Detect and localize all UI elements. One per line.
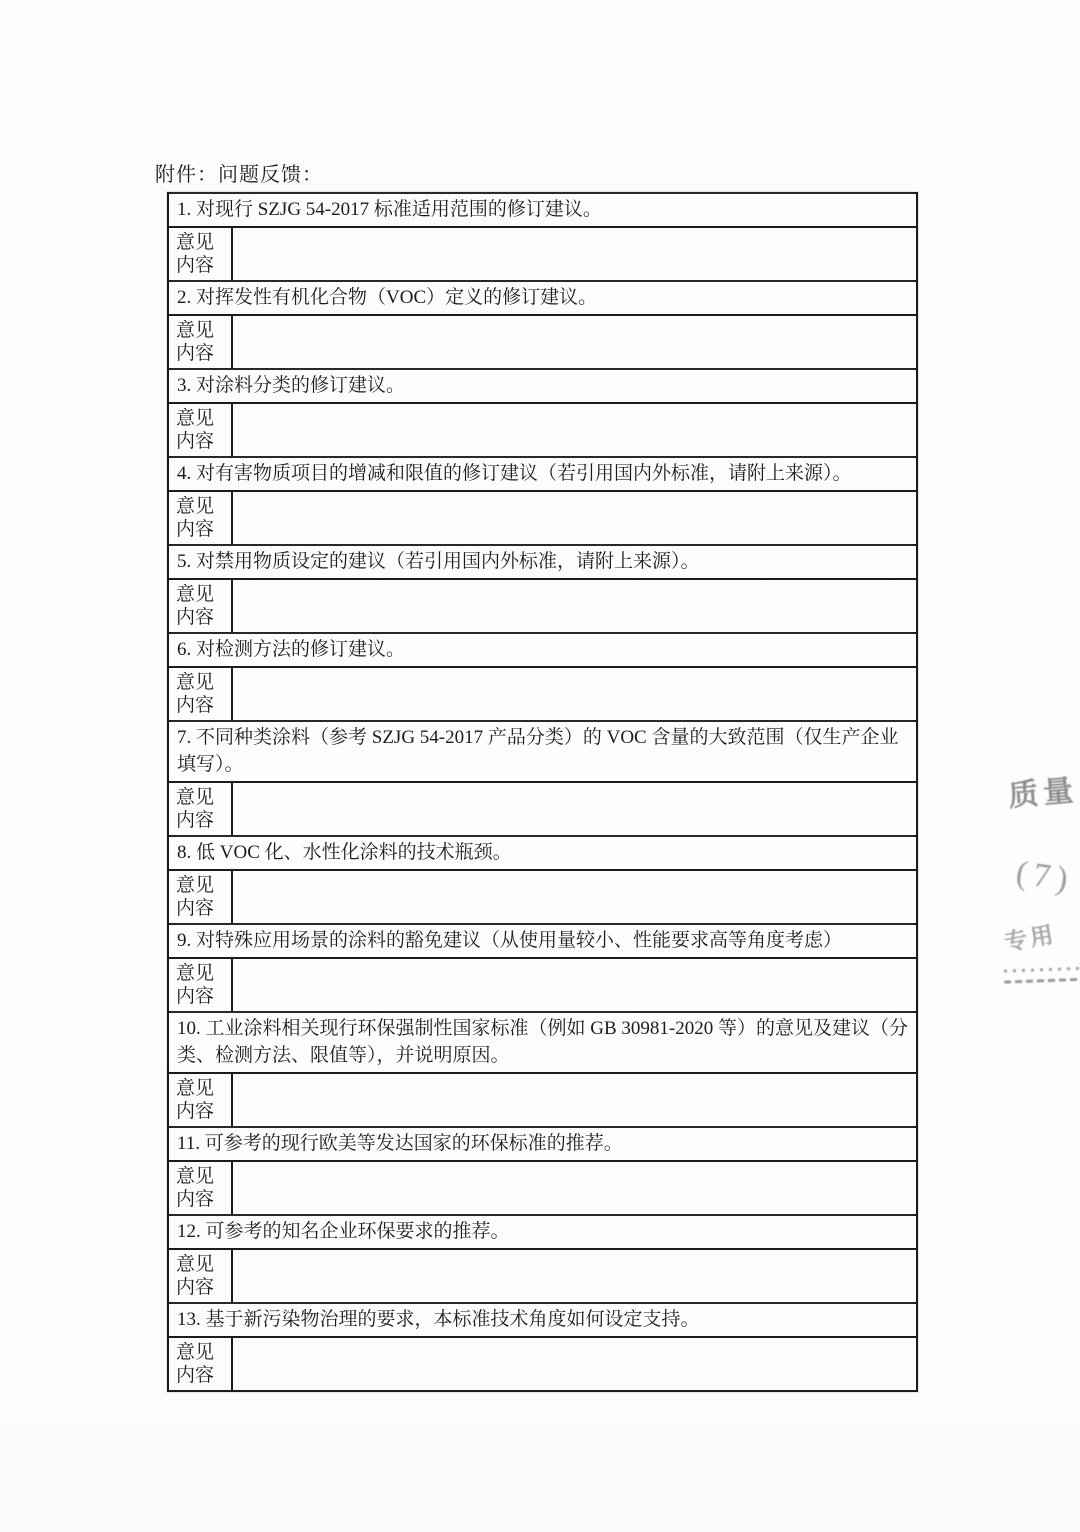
question-text: 7. 不同种类涂料（参考 SZJG 54-2017 产品分类）的 VOC 含量的大致范围（仅生产企业填写）。	[177, 727, 899, 775]
opinion-label-line2: 内容	[176, 986, 215, 1007]
opinion-content-cell	[233, 228, 916, 280]
opinion-label-line2: 内容	[176, 1277, 215, 1298]
question-text: 12. 可参考的知名企业环保要求的推荐。	[177, 1221, 510, 1242]
opinion-label-line2: 内容	[176, 1365, 215, 1386]
opinion-row-3	[169, 404, 916, 458]
opinion-label-line2: 内容	[176, 255, 215, 276]
question-text: 13. 基于新污染物治理的要求，本标准技术角度如何设定支持。	[177, 1309, 700, 1330]
opinion-content-cell	[233, 1250, 916, 1302]
question-row-5	[169, 546, 916, 580]
opinion-label-cell	[169, 783, 233, 835]
opinion-label-cell	[169, 492, 233, 544]
opinion-label-line1: 意见	[176, 496, 215, 517]
opinion-label-line1: 意见	[176, 875, 215, 896]
opinion-label-cell	[169, 404, 233, 456]
opinion-row-9	[169, 959, 916, 1013]
opinion-content-cell	[233, 580, 916, 632]
question-text: 5. 对禁用物质设定的建议（若引用国内外标准，请附上来源）。	[177, 551, 700, 572]
question-text: 10. 工业涂料相关现行环保强制性国家标准（例如 GB 30981-2020 等）的意见及建议（分类、检测方法、限值等），并说明原因。	[177, 1018, 908, 1066]
opinion-label-line2: 内容	[176, 519, 215, 540]
question-row-2	[169, 282, 916, 316]
opinion-content-cell	[233, 492, 916, 544]
opinion-label-line1: 意见	[176, 672, 215, 693]
question-row-11	[169, 1128, 916, 1162]
opinion-label-line2: 内容	[176, 431, 215, 452]
opinion-label-cell	[169, 1250, 233, 1302]
stamp-text-line: 质量	[1007, 773, 1080, 813]
question-row-9	[169, 925, 916, 959]
opinion-row-5	[169, 580, 916, 634]
question-text: 8. 低 VOC 化、水性化涂料的技术瓶颈。	[177, 842, 512, 863]
question-row-7	[169, 722, 916, 783]
opinion-content-cell	[233, 1338, 916, 1390]
opinion-content-cell	[233, 1074, 916, 1126]
opinion-row-12	[169, 1250, 916, 1304]
question-text: 4. 对有害物质项目的增减和限值的修订建议（若引用国内外标准，请附上来源）。	[177, 463, 852, 484]
opinion-content-cell	[233, 404, 916, 456]
opinion-row-10	[169, 1074, 916, 1128]
question-text: 6. 对检测方法的修订建议。	[177, 639, 406, 660]
opinion-row-8	[169, 871, 916, 925]
opinion-label-cell	[169, 1162, 233, 1214]
opinion-row-7	[169, 783, 916, 837]
opinion-label-cell	[169, 1074, 233, 1126]
question-row-1	[169, 194, 916, 228]
question-row-13	[169, 1304, 916, 1338]
question-row-3	[169, 370, 916, 404]
attachment-label: 附件：问题反馈：	[155, 164, 323, 186]
question-text: 3. 对涂料分类的修订建议。	[177, 375, 406, 396]
opinion-label-line2: 内容	[176, 1189, 215, 1210]
opinion-content-cell	[233, 783, 916, 835]
opinion-label-cell	[169, 668, 233, 720]
opinion-label-cell	[169, 959, 233, 1011]
question-row-4	[169, 458, 916, 492]
stamp-fragment	[1002, 760, 1080, 995]
opinion-content-cell	[233, 316, 916, 368]
question-row-8	[169, 837, 916, 871]
opinion-label-line1: 意见	[176, 320, 215, 341]
feedback-table	[167, 192, 918, 1392]
opinion-label-line1: 意见	[176, 1166, 215, 1187]
opinion-content-cell	[233, 668, 916, 720]
stamp-text-line: 专用	[1002, 921, 1059, 956]
opinion-label-cell	[169, 871, 233, 923]
opinion-label-line1: 意见	[176, 963, 215, 984]
opinion-label-line2: 内容	[176, 898, 215, 919]
opinion-label-line1: 意见	[176, 1254, 215, 1275]
question-row-6	[169, 634, 916, 668]
opinion-row-2	[169, 316, 916, 370]
opinion-label-line1: 意见	[176, 408, 215, 429]
opinion-row-6	[169, 668, 916, 722]
question-text: 11. 可参考的现行欧美等发达国家的环保标准的推荐。	[177, 1133, 623, 1154]
opinion-row-1	[169, 228, 916, 282]
question-row-12	[169, 1216, 916, 1250]
opinion-label-cell	[169, 580, 233, 632]
opinion-content-cell	[233, 959, 916, 1011]
opinion-label-line1: 意见	[176, 584, 215, 605]
question-text: 2. 对挥发性有机化合物（VOC）定义的修订建议。	[177, 287, 598, 308]
opinion-row-13	[169, 1338, 916, 1390]
opinion-label-line2: 内容	[176, 810, 215, 831]
question-text: 1. 对现行 SZJG 54-2017 标准适用范围的修订建议。	[177, 199, 602, 220]
opinion-content-cell	[233, 1162, 916, 1214]
opinion-label-line2: 内容	[176, 695, 215, 716]
opinion-label-line2: 内容	[176, 343, 215, 364]
opinion-label-line2: 内容	[176, 607, 215, 628]
opinion-label-cell	[169, 1338, 233, 1390]
opinion-row-11	[169, 1162, 916, 1216]
opinion-label-line1: 意见	[176, 787, 215, 808]
question-row-10	[169, 1013, 916, 1074]
opinion-label-cell	[169, 316, 233, 368]
stamp-smudge	[1004, 966, 1080, 983]
opinion-row-4	[169, 492, 916, 546]
stamp-text-line: (7)	[1013, 854, 1077, 899]
opinion-label-cell	[169, 228, 233, 280]
opinion-label-line2: 内容	[176, 1101, 215, 1122]
opinion-content-cell	[233, 871, 916, 923]
opinion-label-line1: 意见	[176, 1078, 215, 1099]
opinion-label-line1: 意见	[176, 1342, 215, 1363]
opinion-label-line1: 意见	[176, 232, 215, 253]
question-text: 9. 对特殊应用场景的涂料的豁免建议（从使用量较小、性能要求高等角度考虑）	[177, 930, 843, 951]
